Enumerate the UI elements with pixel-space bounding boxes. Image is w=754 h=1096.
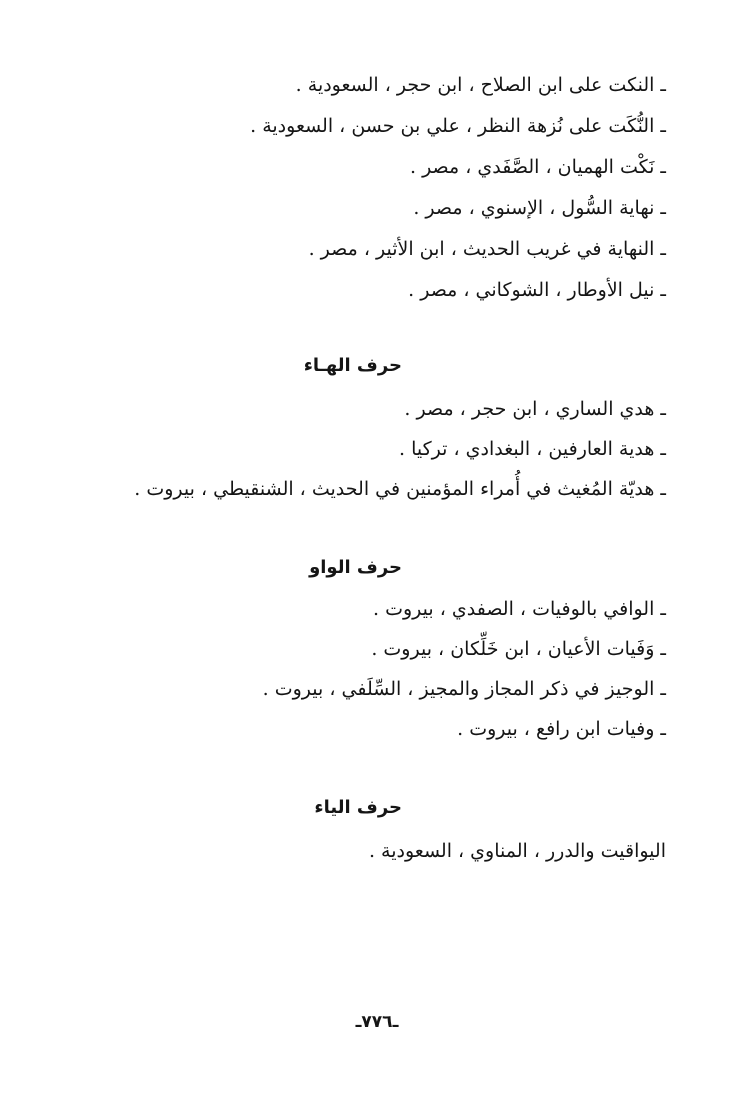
bibliography-entry: اليواقيت والدرر ، المناوي ، السعودية . xyxy=(368,840,666,862)
page-number: ـ٧٧٦ـ xyxy=(355,1012,399,1032)
bibliography-entry: ـ هديّة المُغيث في أُمراء المؤمنين في الحديث ، الشنقيطي ، بيروت . xyxy=(134,478,666,500)
bibliography-entry: ـ النهاية في غريب الحديث ، ابن الأثير ، مصر . xyxy=(308,238,666,260)
section-heading-yaa: حرف الياء xyxy=(314,797,402,818)
bibliography-entry: ـ وَفَيات الأعيان ، ابن خَلِّكان ، بيروت . xyxy=(371,638,666,660)
bibliography-entry: ـ الوجيز في ذكر المجاز والمجيز ، السِّلَفي ، بيروت . xyxy=(262,678,666,700)
bibliography-entry: ـ هدية العارفين ، البغدادي ، تركيا . xyxy=(399,438,666,460)
bibliography-entry: ـ نهاية السُّول ، الإسنوي ، مصر . xyxy=(413,197,666,219)
bibliography-entry: ـ النكت على ابن الصلاح ، ابن حجر ، السعودية . xyxy=(295,74,666,96)
bibliography-entry: ـ نَكْت الهميان ، الصَّفَدي ، مصر . xyxy=(409,156,666,178)
bibliography-entry: ـ هدي الساري ، ابن حجر ، مصر . xyxy=(404,398,666,420)
bibliography-entry: ـ وفيات ابن رافع ، بيروت . xyxy=(457,718,666,740)
bibliography-entry: ـ النُّكَت على نُزهة النظر ، علي بن حسن ، السعودية . xyxy=(250,115,666,137)
section-heading-haa: حرف الهـاء xyxy=(303,355,402,376)
bibliography-entry: ـ الوافي بالوفيات ، الصفدي ، بيروت . xyxy=(373,598,666,620)
bibliography-entry: ـ نيل الأوطار ، الشوكاني ، مصر . xyxy=(408,279,666,301)
section-heading-waw: حرف الواو xyxy=(309,557,402,578)
